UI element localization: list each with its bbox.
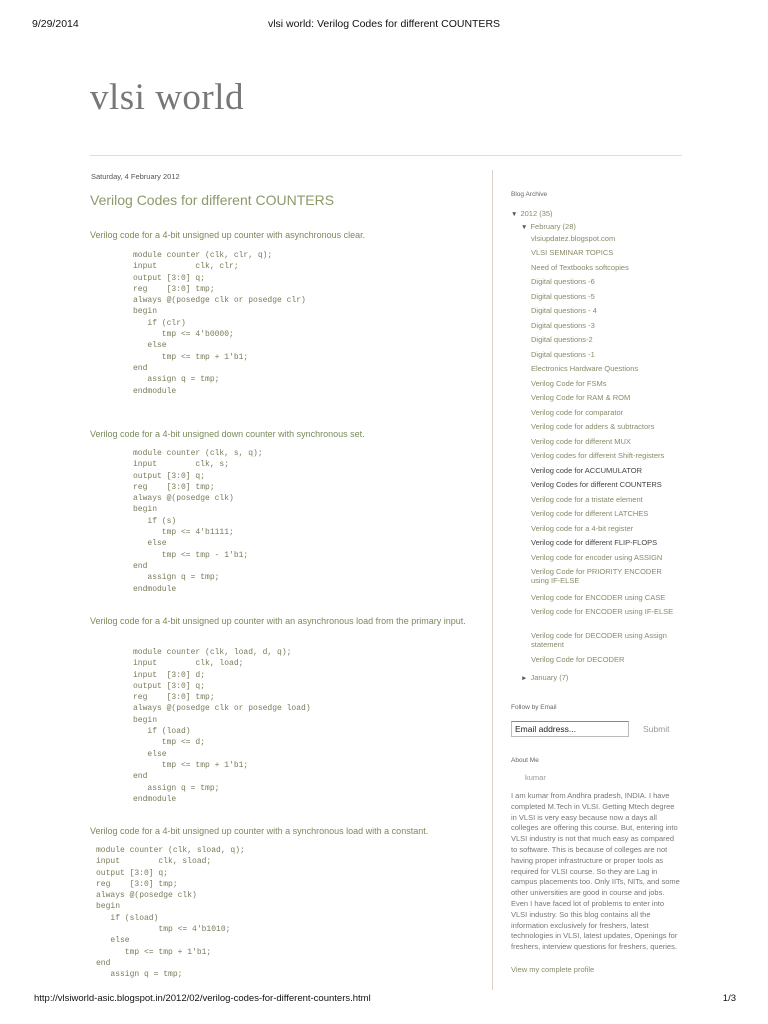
print-header [0, 0, 768, 40]
archive-post-link[interactable]: VLSI SEMINAR TOPICS [531, 248, 614, 257]
print-url: http://vlsiworld-asic.blogspot.in/2012/02/verilog-codes-for-different-counters.html [34, 993, 371, 1004]
follow-by-email-heading: Follow by Email [511, 704, 557, 711]
sidebar-divider [492, 170, 493, 990]
archive-post-link[interactable]: Verilog Code for PRIORITY ENCODER using IF-ELSE [531, 567, 662, 585]
archive-post-link[interactable]: Need of Textbooks softcopies [531, 263, 629, 272]
section-heading-2: Verilog code for a 4-bit unsigned down counter with synchronous set. [90, 429, 365, 439]
archive-year-2012[interactable] [511, 209, 553, 218]
expand-arrow-icon[interactable]: ► [521, 675, 528, 682]
archive-post-link[interactable]: Electronics Hardware Questions [531, 364, 639, 373]
archive-post-link[interactable]: Verilog Code for FSMs [531, 379, 607, 388]
collapse-arrow-icon[interactable]: ▼ [511, 211, 518, 218]
archive-post-link[interactable]: Verilog code for ENCODER using CASE [531, 593, 666, 602]
email-input[interactable]: Email address... [511, 721, 629, 737]
section-heading-1: Verilog code for a 4-bit unsigned up counter with asynchronous clear. [90, 230, 366, 240]
archive-post-link[interactable]: Digital questions -3 [531, 321, 595, 330]
archive-post-link[interactable]: Verilog code for a 4-bit register [531, 524, 634, 533]
archive-year-count: (35) [539, 209, 553, 218]
archive-month-january[interactable] [521, 673, 568, 682]
archive-post-link[interactable]: Verilog code for different LATCHES [531, 509, 649, 518]
post-date: Saturday, 4 February 2012 [91, 172, 180, 181]
print-page-title: vlsi world: Verilog Codes for different COUNTERS [267, 18, 501, 30]
archive-post-link[interactable]: Verilog codes for different Shift-registers [531, 451, 665, 460]
code-block-1: module counter (clk, clr, q); input clk, clr; output [3:0] q; reg [3:0] tmp; always @(posedge clk or posedge clr) begin if (clr) tmp <= 4'b0000; else tmp <= tmp + 1'b1; end assign q = tmp; endmodule [133, 251, 306, 396]
collapse-arrow-icon[interactable]: ▼ [521, 224, 528, 231]
archive-month-february[interactable] [521, 222, 576, 231]
archive-post-link[interactable]: Verilog Code for RAM & ROM [531, 393, 631, 402]
archive-month-label[interactable]: February [530, 222, 561, 231]
archive-post-link[interactable]: Digital questions -5 [531, 292, 595, 301]
archive-post-link[interactable]: vlsiupdatez.blogspot.com [531, 234, 616, 243]
code-block-3: module counter (clk, load, d, q); input clk, load; input [3:0] d; output [3:0] q; reg [3:0] tmp; always @(posedge clk or posedge load) begin if (load) tmp <= d; else tmp <= tmp + 1'b1; end assign q = tmp; endmodule [133, 648, 311, 804]
archive-post-link[interactable]: Digital questions -6 [531, 277, 595, 286]
code-block-2: module counter (clk, s, q); input clk, s; output [3:0] q; reg [3:0] tmp; always @(posedge clk) begin if (s) tmp <= 4'b1111; else tmp <= tmp - 1'b1; end assign q = tmp; endmodule [133, 449, 263, 594]
section-heading-4: Verilog code for a 4-bit unsigned up counter with a synchronous load with a constant. [90, 826, 429, 836]
archive-post-link[interactable]: Verilog code for a tristate element [531, 495, 643, 504]
archive-month-label[interactable]: January [530, 673, 558, 682]
code-block-4: module counter (clk, sload, q); input clk, sload; output [3:0] q; reg [3:0] tmp; always @(posedge clk) begin if (sload) tmp <= 4'b1010; else tmp <= tmp + 1'b1; end assign q = tmp; [96, 846, 245, 980]
submit-button[interactable]: Submit [643, 724, 670, 734]
section-heading-3: Verilog code for a 4-bit unsigned up counter with an asynchronous load from the primary input. [90, 616, 466, 626]
author-name-link[interactable]: kumar [525, 773, 546, 782]
archive-post-link[interactable]: Verilog code for ACCUMULATOR [531, 466, 643, 475]
archive-post-link-current[interactable]: Verilog Codes for different COUNTERS [531, 480, 662, 489]
archive-post-link[interactable]: Verilog code for DECODER using Assign statement [531, 631, 667, 649]
archive-post-link[interactable]: Verilog code for comparator [531, 408, 624, 417]
archive-post-link[interactable]: Verilog code for different FLIP-FLOPS [531, 538, 658, 547]
print-date: 9/29/2014 [32, 18, 79, 30]
archive-post-link[interactable]: Verilog code for encoder using ASSIGN [531, 553, 663, 562]
archive-post-link[interactable]: Digital questions - 4 [531, 306, 597, 315]
archive-post-link[interactable]: Verilog code for different MUX [531, 437, 631, 446]
about-me-heading: About Me [511, 757, 539, 764]
blog-archive-heading: Blog Archive [511, 191, 548, 198]
archive-year-label[interactable]: 2012 [520, 209, 538, 218]
view-profile-link[interactable]: View my complete profile [511, 965, 595, 974]
author-bio: I am kumar from Andhra pradesh, INDIA. I have completed M.Tech in VLSI. Getting Mtech degree in VLSI is very easy because now a days all colleges are offering this course. But, entering into VLSI industry is not that much easy as compared to software. This is because of colleges are not having proper infrastructure or proper tools as required for VLSI course. So they are Lag in campus placements too. Only IITs, NITs, and some other universities are good in course and jobs. Even I have faced lot of problems to enter into VLSI industry. So this blog contains all the information exclusively for freshers, latest technologies in VLSI, latest updates, Openings for freshers, interview questions for freshers, queries. [511, 791, 680, 952]
print-page-number: 1/3 [722, 993, 736, 1004]
archive-month-count: (7) [559, 673, 569, 682]
archive-post-link[interactable]: Digital questions-2 [531, 335, 593, 344]
archive-post-link[interactable]: Verilog code for adders & subtractors [531, 422, 655, 431]
archive-post-link[interactable]: Verilog Code for DECODER [531, 655, 625, 664]
post-title[interactable]: Verilog Codes for different COUNTERS [90, 192, 335, 208]
archive-post-link[interactable]: Verilog code for ENCODER using IF-ELSE [531, 607, 674, 616]
header-divider [90, 155, 682, 156]
archive-post-link[interactable]: Digital questions -1 [531, 350, 595, 359]
archive-month-count: (28) [562, 222, 576, 231]
blog-title[interactable]: vlsi world [90, 77, 245, 118]
